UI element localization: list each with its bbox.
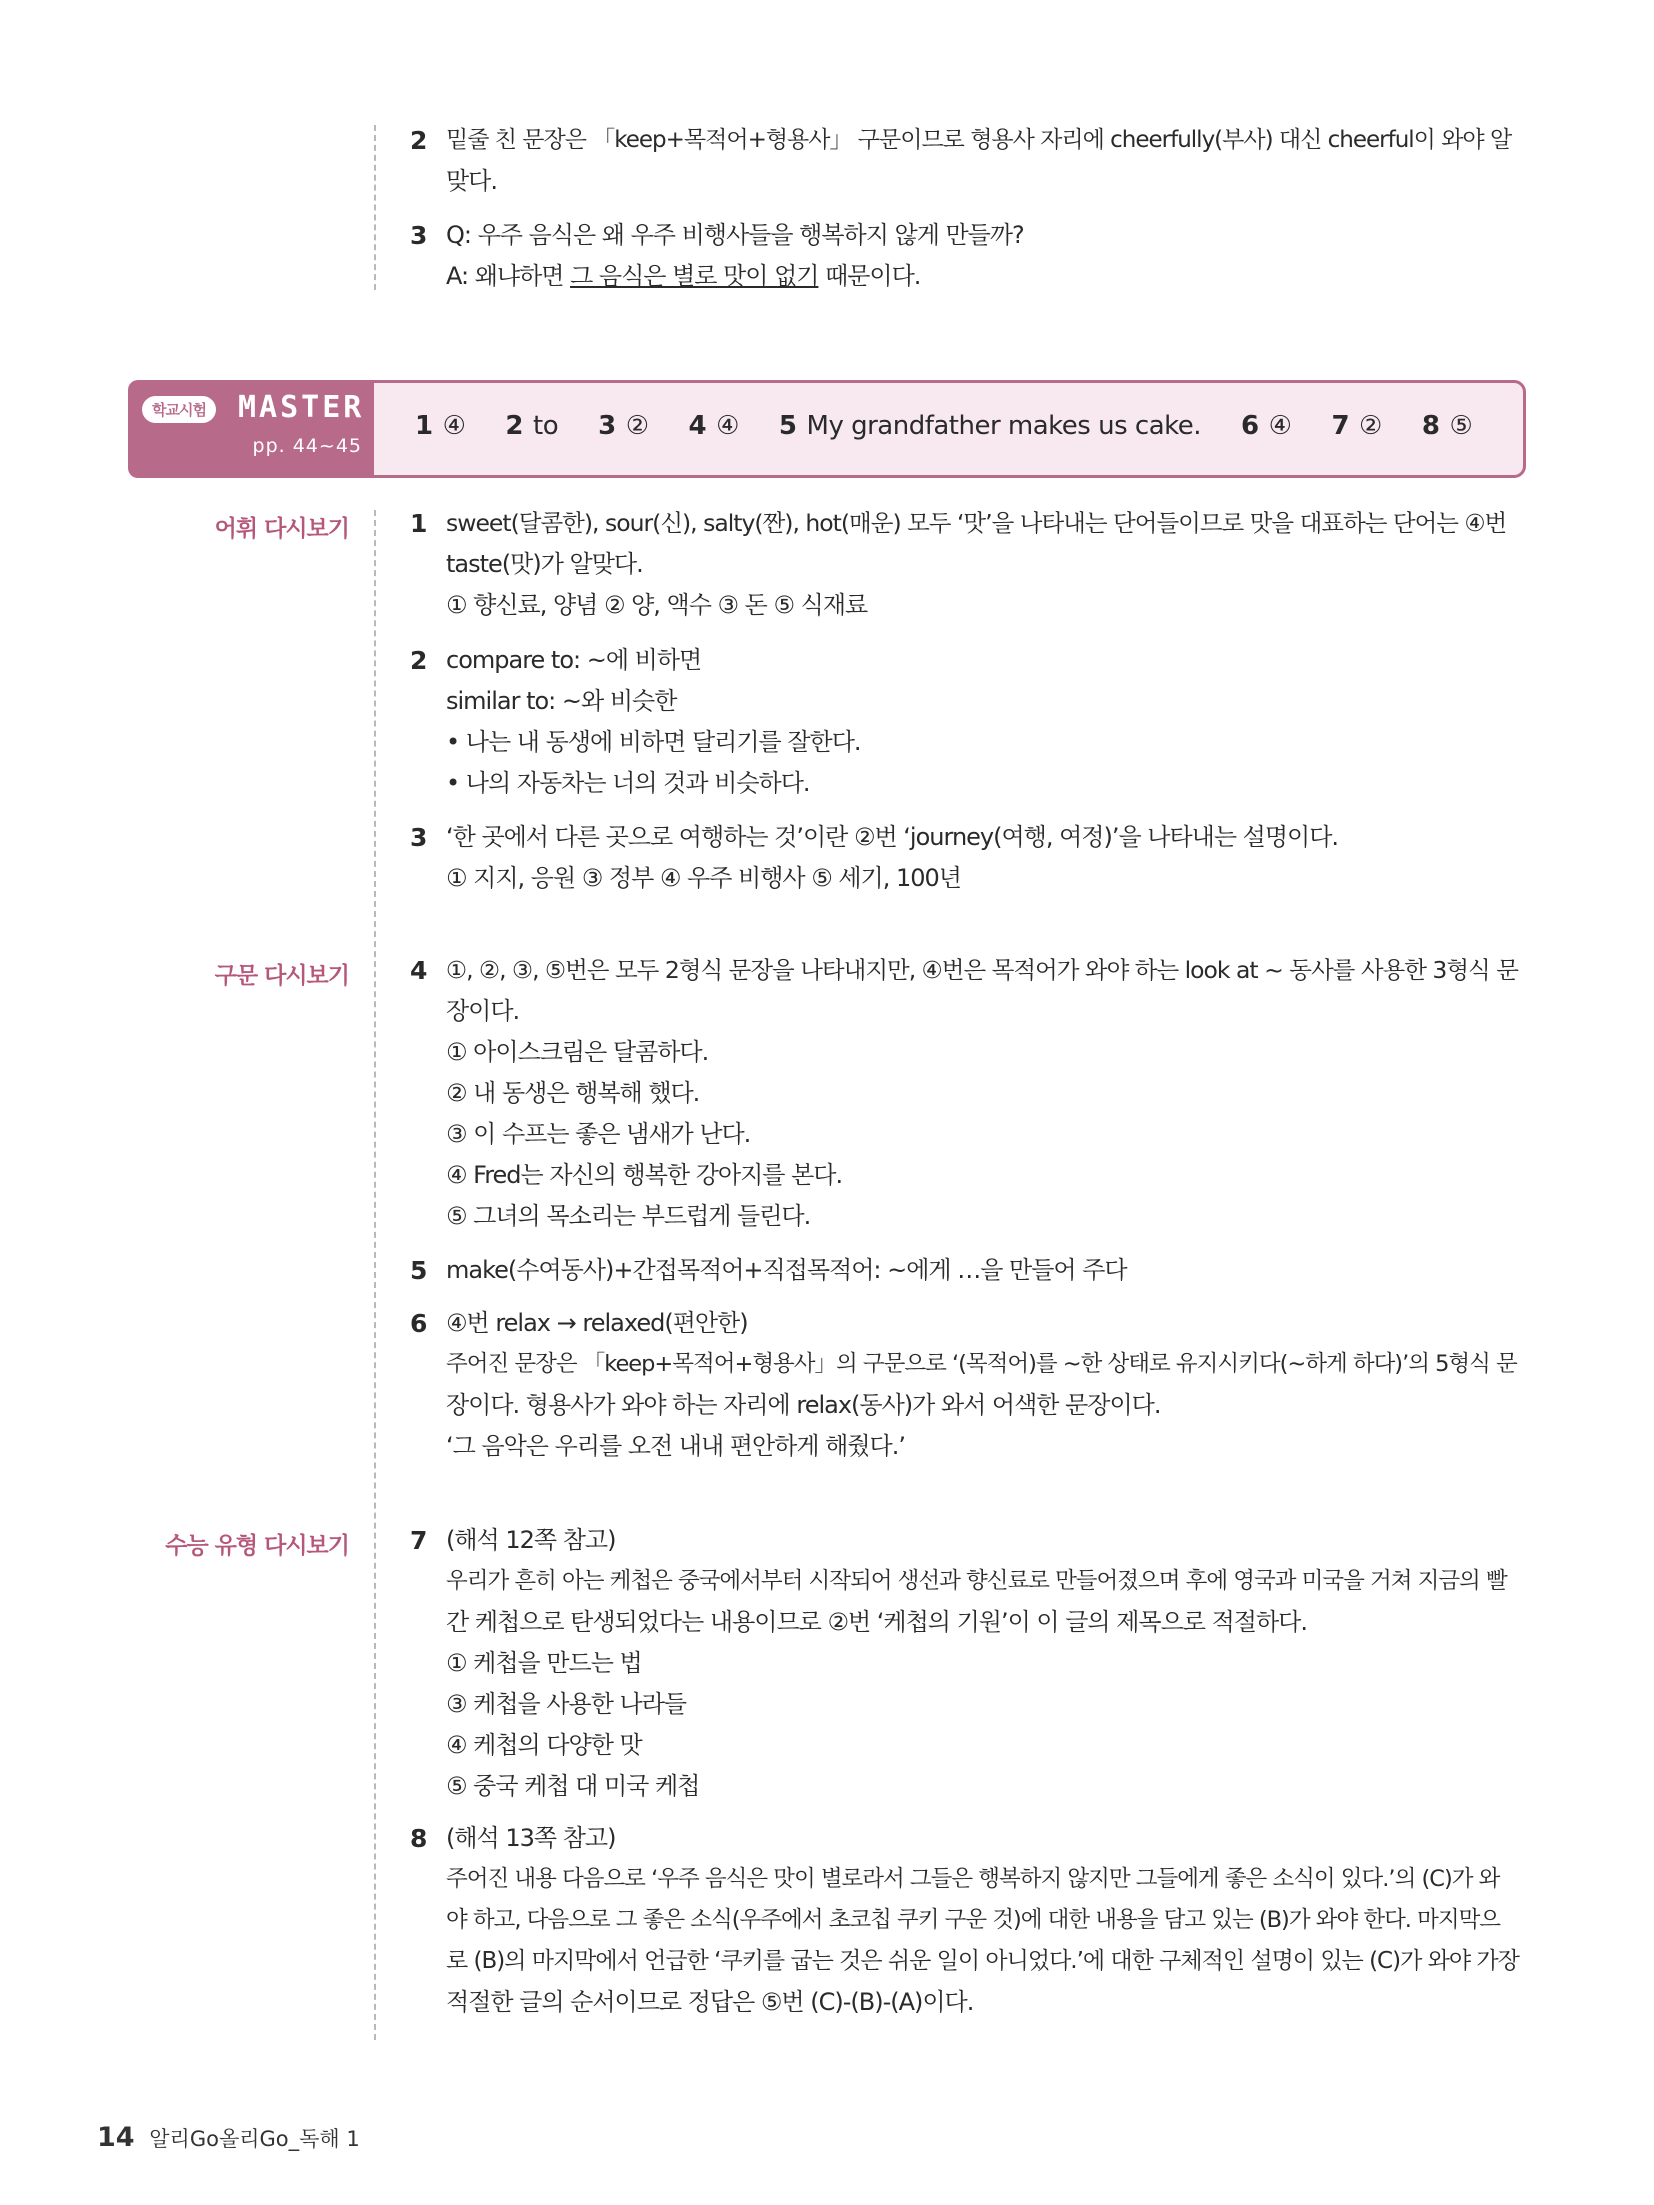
explanation-line: ①, ②, ③, ⑤번은 모두 2형식 문장을 나타내지만, ④번은 목적어가 와야 하는 look at ~ 동사를 사용한 3형식 문 bbox=[446, 956, 1518, 984]
explanation-line: 주어진 문장은 「keep+목적어+형용사」의 구문으로 ‘(목적어)를 ~한 상태로 유지시키다(~하게 하다)’의 5형식 문 bbox=[446, 1351, 1517, 1377]
vocab-line: compare to: ~에 비하면 bbox=[446, 646, 702, 674]
explanation-line: 간 케첩으로 탄생되었다는 내용이므로 ②번 ‘케첩의 기원’이 이 글의 제목으로 적절하다. bbox=[446, 1608, 1307, 1636]
answer-value: ② bbox=[625, 411, 649, 441]
page-footer bbox=[97, 2122, 360, 2153]
answer-value: ④ bbox=[716, 411, 739, 441]
master-answers bbox=[415, 411, 1512, 441]
answer-value: to bbox=[533, 411, 559, 441]
content-divider bbox=[374, 510, 376, 2040]
item-number: 3 bbox=[410, 221, 427, 250]
item-8 bbox=[410, 1818, 1520, 2023]
explanation-line: 야 하고, 다음으로 그 좋은 소식(우주에서 초코칩 쿠키 구운 것)에 대한 내용을 담고 있는 (B)가 와야 한다. 마지막으 bbox=[446, 1907, 1501, 1933]
item-number: 2 bbox=[410, 646, 427, 675]
answer-value: ② bbox=[1359, 411, 1382, 441]
master-header bbox=[128, 380, 374, 478]
answer-value: ④ bbox=[1268, 411, 1292, 441]
answer-value: ⑤ bbox=[1449, 411, 1473, 441]
choice-translation: ① 케첩을 만드는 법 bbox=[446, 1649, 642, 1677]
item-number: 3 bbox=[410, 823, 427, 852]
book-title: 알리Go올리Go_독해 1 bbox=[149, 2127, 360, 2151]
translation-line: ‘그 음악은 우리를 오전 내내 편안하게 해줬다.’ bbox=[446, 1432, 905, 1460]
choice-translation: ④ Fred는 자신의 행복한 강아지를 본다. bbox=[446, 1161, 843, 1189]
master-answer-item bbox=[415, 411, 465, 441]
answer-line bbox=[446, 256, 1520, 297]
master-answer-item bbox=[1422, 411, 1472, 441]
master-answer-item bbox=[689, 411, 739, 441]
item-1 bbox=[410, 503, 1520, 626]
master-answer-item bbox=[779, 411, 1201, 441]
page-number: 14 bbox=[97, 2122, 135, 2153]
item-5 bbox=[410, 1250, 1520, 1291]
choice-translation: ① 아이스크림은 달콤하다. bbox=[446, 1038, 709, 1066]
item-2 bbox=[410, 640, 1520, 804]
explanation-line: ‘한 곳에서 다른 곳으로 여행하는 것’이란 ②번 ‘journey(여행, 여정)’을 나타내는 설명이다. bbox=[446, 823, 1339, 851]
explanation-line: 우리가 흔히 아는 케첩은 중국에서부터 시작되어 생선과 향신료로 만들어졌으며 후에 영국과 미국을 거쳐 지금의 빨 bbox=[446, 1568, 1507, 1594]
item-number: 2 bbox=[410, 126, 427, 155]
answer-number: 3 bbox=[598, 411, 616, 441]
choice-translations: ① 지지, 응원 ③ 정부 ④ 우주 비행사 ⑤ 세기, 100년 bbox=[446, 864, 961, 892]
explanation-line: make(수여동사)+간접목적어+직접목적어: ~에게 …을 만들어 주다 bbox=[446, 1256, 1127, 1284]
answer-number: 2 bbox=[505, 411, 523, 441]
answer-number: 7 bbox=[1331, 411, 1350, 441]
explanation-line: 주어진 내용 다음으로 ‘우주 음식은 맛이 별로라서 그들은 행복하지 않지만 그들에게 좋은 소식이 있다.’의 (C)가 와 bbox=[446, 1866, 1500, 1892]
item-4 bbox=[410, 950, 1520, 1237]
choice-translation: ④ 케첩의 다양한 맛 bbox=[446, 1731, 642, 1759]
master-answer-item bbox=[1331, 411, 1381, 441]
school-exam-badge: 학교시험 bbox=[142, 396, 216, 423]
explanation-line: sweet(달콤한), sour(신), salty(짠), hot(매운) 모두 ‘맛’을 나타내는 단어들이므로 맛을 대표하는 단어는 ④번 bbox=[446, 509, 1507, 537]
section-label-vocab: 어휘 다시보기 bbox=[214, 516, 349, 542]
top-question-2 bbox=[410, 120, 1520, 202]
explanation-line: 맞다. bbox=[446, 167, 497, 195]
example-sentence: • 나의 자동차는 너의 것과 비슷하다. bbox=[446, 769, 810, 797]
choice-translation: ⑤ 그녀의 목소리는 부드럽게 들린다. bbox=[446, 1202, 811, 1230]
top-question-3 bbox=[410, 215, 1520, 297]
example-sentence: • 나는 내 동생에 비하면 달리기를 잘한다. bbox=[446, 728, 861, 756]
section-label-syntax: 구문 다시보기 bbox=[214, 963, 349, 989]
answer-value: ④ bbox=[442, 411, 466, 441]
answer-suffix: 때문이다. bbox=[818, 262, 921, 290]
item-number: 4 bbox=[410, 956, 427, 985]
item-7 bbox=[410, 1520, 1520, 1807]
choice-translation: ③ 이 수프는 좋은 냄새가 난다. bbox=[446, 1120, 751, 1148]
reference-note: (해석 12쪽 참고) bbox=[446, 1526, 616, 1554]
vocab-line: similar to: ~와 비슷한 bbox=[446, 687, 677, 715]
explanation-line: 적절한 글의 순서이므로 정답은 ⑤번 (C)-(B)-(A)이다. bbox=[446, 1988, 974, 2016]
master-answer-item bbox=[505, 411, 558, 441]
choice-translation: ⑤ 중국 케첩 대 미국 케첩 bbox=[446, 1772, 700, 1800]
item-number: 5 bbox=[410, 1256, 427, 1285]
answer-number: 5 bbox=[778, 411, 797, 441]
explanation-line: 로 (B)의 마지막에서 언급한 ‘쿠키를 굽는 것은 쉬운 일이 아니었다.’에 대한 구체적인 설명이 있는 (C)가 와야 가장 bbox=[446, 1948, 1519, 1974]
item-number: 1 bbox=[410, 509, 427, 538]
master-answer-box bbox=[370, 380, 1526, 478]
master-pages: pp. 44~45 bbox=[252, 435, 362, 457]
item-number: 8 bbox=[410, 1824, 427, 1853]
answer-number: 1 bbox=[415, 411, 433, 441]
master-answer-item bbox=[598, 411, 648, 441]
answer-number: 4 bbox=[688, 411, 707, 441]
item-6 bbox=[410, 1303, 1520, 1467]
explanation-line: taste(맛)가 알맞다. bbox=[446, 550, 643, 578]
answer-underlined: 그 음식은 별로 맛이 없기 bbox=[570, 262, 819, 290]
explanation-line: 장이다. 형용사가 와야 하는 자리에 relax(동사)가 와서 어색한 문장이다. bbox=[446, 1391, 1161, 1419]
choice-translation: ③ 케첩을 사용한 나라들 bbox=[446, 1690, 687, 1718]
reference-note: (해석 13쪽 참고) bbox=[446, 1824, 616, 1852]
item-number: 6 bbox=[410, 1309, 427, 1338]
top-divider bbox=[374, 125, 376, 290]
answer-number: 6 bbox=[1241, 411, 1259, 441]
answer-prefix: A: 왜냐하면 bbox=[446, 262, 571, 290]
master-answer-item bbox=[1241, 411, 1291, 441]
item-3 bbox=[410, 817, 1520, 899]
answer-number: 8 bbox=[1421, 411, 1440, 441]
master-title: MASTER bbox=[238, 390, 365, 425]
question-line: Q: 우주 음식은 왜 우주 비행사들을 행복하지 않게 만들까? bbox=[446, 221, 1024, 249]
explanation-line: 밑줄 친 문장은 「keep+목적어+형용사」 구문이므로 형용사 자리에 cheerfully(부사) 대신 cheerful이 와야 알 bbox=[446, 127, 1512, 153]
explanation-line: 장이다. bbox=[446, 997, 520, 1025]
explanation-line: ④번 relax → relaxed(편안한) bbox=[446, 1309, 748, 1337]
choice-translations: ① 향신료, 양념 ② 양, 액수 ③ 돈 ⑤ 식재료 bbox=[446, 591, 868, 619]
item-number: 7 bbox=[410, 1526, 427, 1555]
answer-value: My grandfather makes us cake. bbox=[806, 411, 1202, 441]
section-label-csat: 수능 유형 다시보기 bbox=[165, 1533, 349, 1559]
choice-translation: ② 내 동생은 행복해 했다. bbox=[446, 1079, 700, 1107]
